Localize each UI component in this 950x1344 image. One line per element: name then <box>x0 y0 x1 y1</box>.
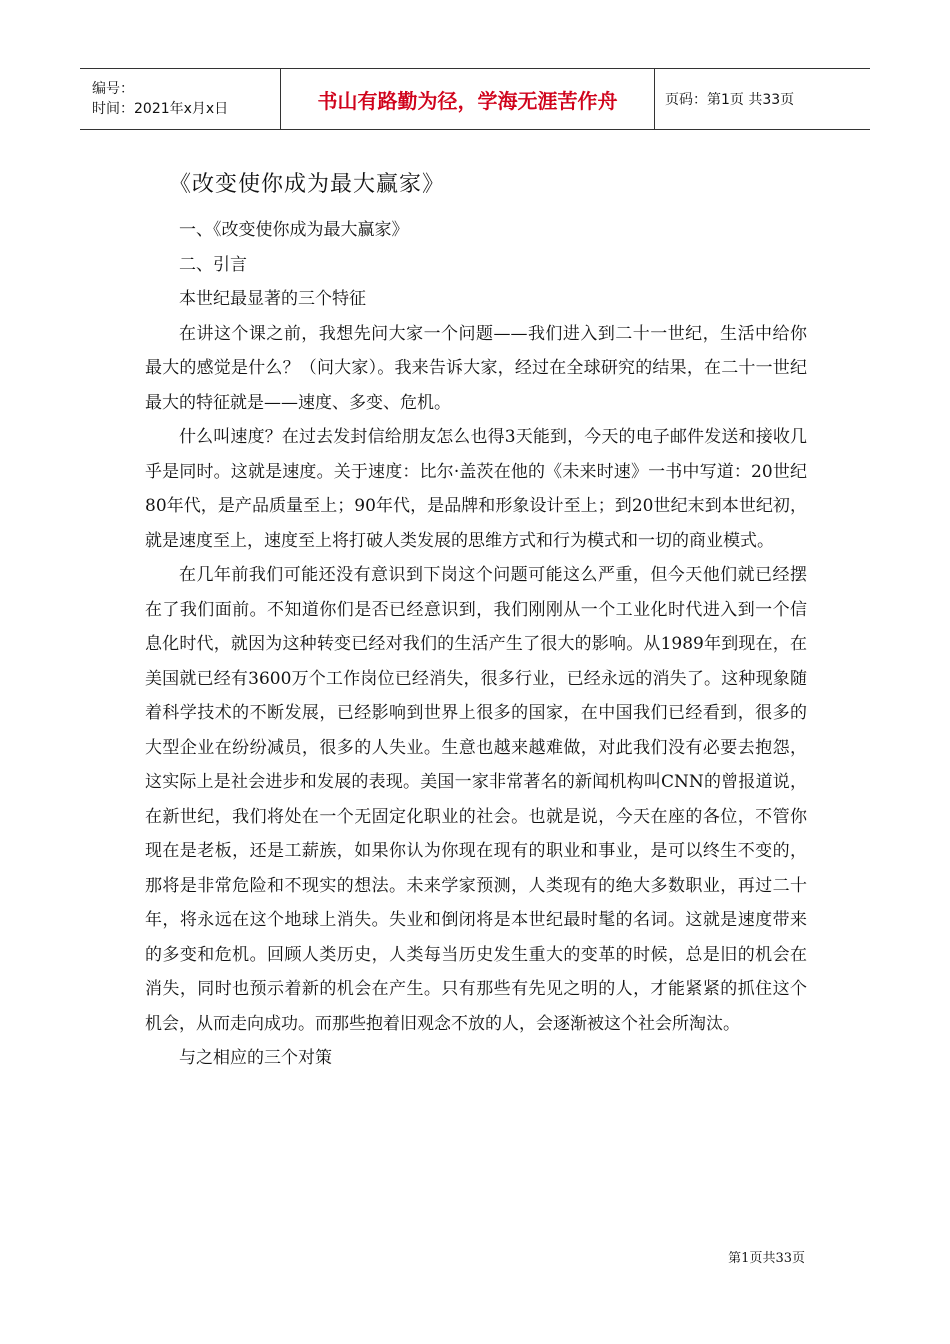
body-paragraph: 什么叫速度？在过去发封信给朋友怎么也得3天能到，今天的电子邮件发送和接收几乎是同时。这就是速度。关于速度：比尔·盖茨在他的《未来时速》一书中写道：20世纪80年代，是产品质量至上；90年代，是品牌和形象设计至上；到20世纪末到本世纪初，就是速度至上，速度至上将打破人类发展的思维方式和行为模式和一切的商业模式。 <box>145 427 807 551</box>
header-page-info <box>655 69 870 129</box>
serial-label: 编号： <box>92 81 134 97</box>
body-paragraph: 在几年前我们可能还没有意识到下岗这个问题可能这么严重，但今天他们就已经摆在了我们面前。不知道你们是否已经意识到，我们刚刚从一个工业化时代进入到一个信息化时代，就因为这种转变已经对我们的生活产生了很大的影响。从1989年到现在，在美国就已经有3600万个工作岗位已经消失，很多行业，已经永远的消失了。这种现象随着科学技术的不断发展，已经影响到世界上很多的国家，在中国我们已经看到，很多的大型企业在纷纷减员，很多的人失业。生意也越来越难做，对此我们没有必要去抱怨，这实际上是社会进步和发展的表现。美国一家非常著名的新闻机构叫CNN的曾报道说，在新世纪，我们将处在一个无固定化职业的社会。也就是说，今天在座的各位，不管你现在是老板，还是工薪族，如果你认为你现在现有的职业和事业，是可以终生不变的，那将是非常危险和不现实的想法。未来学家预测，人类现有的绝大多数职业，再过二十年，将永远在这个地球上消失。失业和倒闭将是本世纪最时髦的名词。这就是速度带来的多变和危机。回顾人类历史，人类每当历史发生重大的变革的时候，总是旧的机会在消失，同时也预示着新的机会在产生。只有那些有先见之明的人，才能紧紧的抓住这个机会，从而走向成功。而那些抱着旧观念不放的人，会逐渐被这个社会所淘汰。 <box>145 565 807 1034</box>
document-body <box>145 213 807 1076</box>
page-label: 页码：第1页 共33页 <box>665 92 795 108</box>
section-heading: 本世纪最显著的三个特征 <box>179 289 366 309</box>
header-motto <box>281 69 655 129</box>
motto-text: 书山有路勤为径，学海无涯苦作舟 <box>317 88 618 113</box>
section-heading: 与之相应的三个对策 <box>179 1048 332 1068</box>
outline-item-1: 一、《改变使你成为最大赢家》 <box>179 220 409 240</box>
body-paragraph: 在讲这个课之前，我想先问大家一个问题——我们进入到二十一世纪，生活中给你最大的感觉是什么？（问大家）。我来告诉大家，经过在全球研究的结果，在二十一世纪最大的特征就是——速度、多变、危机。 <box>145 323 807 413</box>
header-meta <box>80 69 281 129</box>
document-title: 《改变使你成为最大赢家》 <box>169 172 446 197</box>
date-line: 时间：2021年x月x日 <box>92 101 229 117</box>
page-footer: 第1页共33页 <box>728 1251 805 1266</box>
outline-item-2: 二、引言 <box>179 254 247 275</box>
page-header <box>80 68 870 130</box>
